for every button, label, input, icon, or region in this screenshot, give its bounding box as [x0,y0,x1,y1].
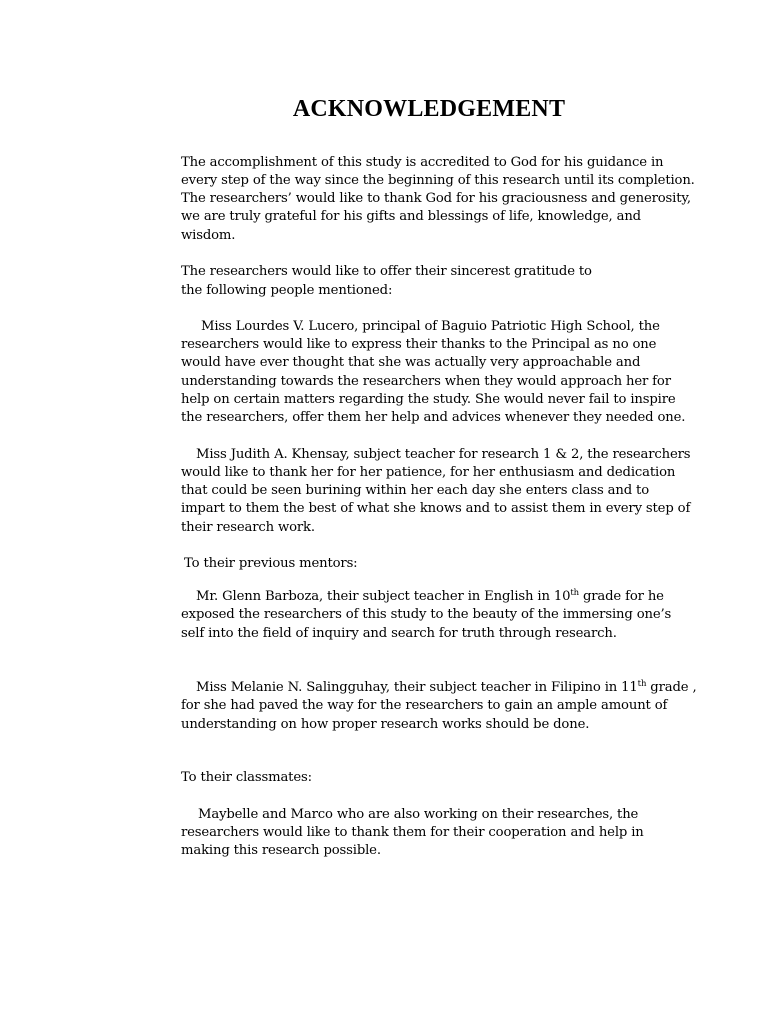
document-title: ACKNOWLEDGEMENT [292,96,566,122]
ordinal-suffix: th [570,588,579,598]
paragraph-7-line: Maybelle and Marco who are also working on their researches, the [198,807,639,822]
paragraph-3-line: help on certain matters regarding the study. She would never fail to inspire [181,392,676,407]
paragraph-2-line: the following people mentioned: [181,283,393,298]
paragraph-3-line: Miss Lourdes V. Lucero, principal of Baguio Patriotic High School, the [201,319,660,334]
paragraph-5-line: self into the field of inquiry and search for truth through research. [181,626,617,641]
paragraph-5-line: exposed the researchers of this study to the beauty of the immersing one’s [181,607,672,622]
paragraph-1-line: The researchers’ would like to thank God for his graciousness and generosity, [181,191,691,206]
section-heading-classmates: To their classmates: [181,770,312,785]
paragraph-2-line: The researchers would like to offer their sincerest gratitude to [181,264,592,279]
paragraph-5-line [196,588,664,606]
paragraph-1-line: we are truly grateful for his gifts and blessings of life, knowledge, and [181,209,641,224]
paragraph-6-line: for she had paved the way for the researchers to gain an ample amount of [181,698,668,713]
paragraph-4-line: impart to them the best of what she knows and to assist them in every step of [181,501,691,516]
paragraph-7-line: researchers would like to thank them for their cooperation and help in [181,825,644,840]
paragraph-7-line: making this research possible. [181,843,381,858]
paragraph-3-line: researchers would like to express their thanks to the Principal as no one [181,337,657,352]
paragraph-3-line: the researchers, offer them her help and advices whenever they needed one. [181,410,686,425]
paragraph-4-line: their research work. [181,520,315,535]
paragraph-3-line: would have ever thought that she was actually very approachable and [181,355,641,370]
paragraph-4-line: would like to thank her for her patience, for her enthusiasm and dedication [181,465,676,480]
paragraph-5-text: grade for he [578,589,664,604]
paragraph-6-text: Miss Melanie N. Salingguhay, their subject teacher in Filipino in 11 [196,680,638,695]
paragraph-5-text: Mr. Glenn Barboza, their subject teacher in English in 10 [196,589,571,604]
paragraph-3-line: understanding towards the researchers when they would approach her for [181,374,671,389]
paragraph-4-line: Miss Judith A. Khensay, subject teacher for research 1 & 2, the researchers [196,447,691,462]
paragraph-6-line: understanding on how proper research works should be done. [181,717,590,732]
paragraph-4-line: that could be seen burining within her each day she enters class and to [181,483,649,498]
paragraph-6-text: grade , [646,680,697,695]
paragraph-1-line: every step of the way since the beginning of this research until its completion. [181,173,695,188]
paragraph-6-line [196,679,697,697]
paragraph-1-line: wisdom. [181,228,236,243]
ordinal-suffix: th [637,679,647,689]
paragraph-1-line: The accomplishment of this study is accredited to God for his guidance in [181,155,664,170]
section-heading-mentors: To their previous mentors: [184,556,358,571]
